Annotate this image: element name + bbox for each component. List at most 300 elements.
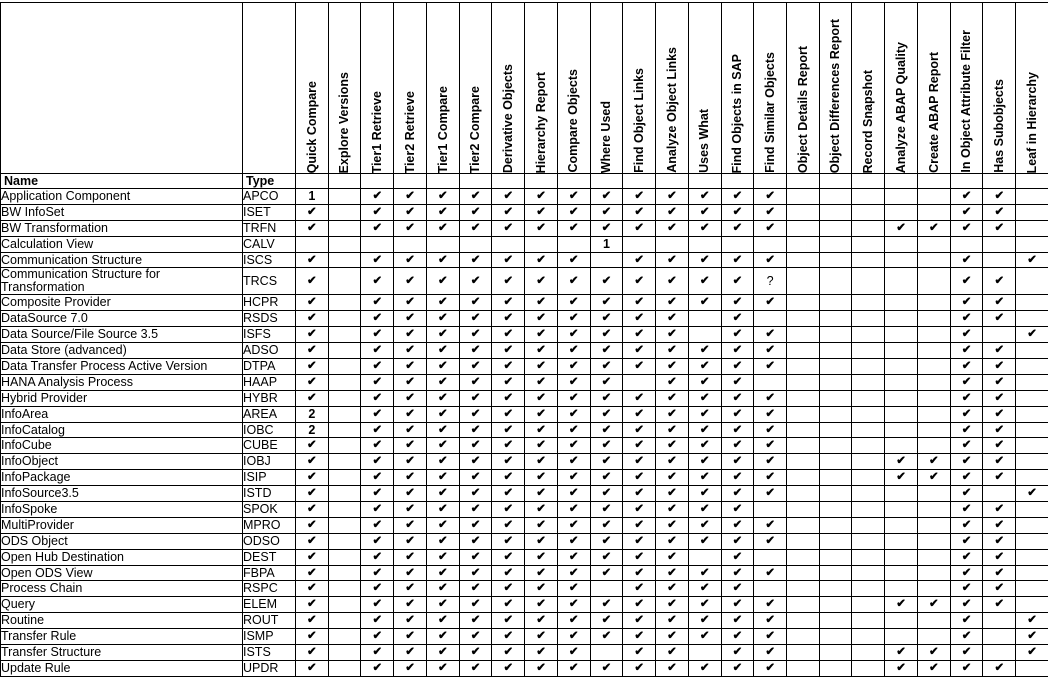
check-icon: ✔ <box>525 438 558 454</box>
empty-cell <box>328 517 361 533</box>
header-row-empty-cell <box>328 174 361 189</box>
column-header-label: Tier1 Retrieve <box>370 90 385 173</box>
feature-matrix-table <box>0 2 1048 677</box>
header-row-empty-cell <box>787 174 820 189</box>
check-icon: ✔ <box>590 597 623 613</box>
column-header-label: Uses What <box>697 109 712 173</box>
check-icon: ✔ <box>492 406 525 422</box>
check-icon: ✔ <box>394 645 427 661</box>
check-icon: ✔ <box>361 549 394 565</box>
check-icon: ✔ <box>656 581 689 597</box>
empty-cell <box>885 422 918 438</box>
check-icon: ✔ <box>688 252 721 268</box>
empty-cell <box>590 252 623 268</box>
empty-cell <box>917 438 950 454</box>
check-icon: ✔ <box>623 645 656 661</box>
check-icon: ✔ <box>623 502 656 518</box>
check-icon: ✔ <box>525 454 558 470</box>
check-icon: ✔ <box>361 189 394 205</box>
check-icon: ✔ <box>983 565 1016 581</box>
check-icon: ✔ <box>525 645 558 661</box>
check-icon: ✔ <box>754 629 787 645</box>
empty-cell <box>885 533 918 549</box>
table-row <box>1 422 1048 438</box>
check-icon: ✔ <box>525 390 558 406</box>
check-icon: ✔ <box>426 438 459 454</box>
check-icon: ✔ <box>917 470 950 486</box>
table-row <box>1 517 1048 533</box>
check-icon: ✔ <box>590 454 623 470</box>
check-icon: ✔ <box>361 422 394 438</box>
empty-cell <box>852 236 885 252</box>
check-icon: ✔ <box>656 220 689 236</box>
count-cell: 1 <box>590 236 623 252</box>
empty-cell <box>885 581 918 597</box>
check-icon: ✔ <box>590 343 623 359</box>
empty-cell <box>787 470 820 486</box>
empty-cell <box>852 343 885 359</box>
empty-cell <box>787 390 820 406</box>
empty-cell <box>852 549 885 565</box>
check-icon: ✔ <box>459 454 492 470</box>
check-icon: ✔ <box>754 220 787 236</box>
check-icon: ✔ <box>557 549 590 565</box>
check-icon: ✔ <box>492 597 525 613</box>
empty-cell <box>688 311 721 327</box>
empty-cell <box>1016 660 1048 676</box>
check-icon: ✔ <box>426 311 459 327</box>
empty-cell <box>1016 236 1048 252</box>
header-row-empty-cell <box>819 174 852 189</box>
check-icon: ✔ <box>394 189 427 205</box>
check-icon: ✔ <box>557 189 590 205</box>
check-icon: ✔ <box>688 517 721 533</box>
check-icon: ✔ <box>394 438 427 454</box>
header-row-empty-cell <box>459 174 492 189</box>
check-icon: ✔ <box>361 311 394 327</box>
empty-cell <box>852 581 885 597</box>
check-icon: ✔ <box>917 660 950 676</box>
table-row <box>1 204 1048 220</box>
empty-cell <box>852 454 885 470</box>
check-icon: ✔ <box>623 486 656 502</box>
empty-cell <box>328 343 361 359</box>
object-name: Update Rule <box>1 660 243 676</box>
check-icon: ✔ <box>885 645 918 661</box>
check-icon: ✔ <box>557 660 590 676</box>
check-icon: ✔ <box>459 268 492 295</box>
table-row <box>1 327 1048 343</box>
check-icon: ✔ <box>459 565 492 581</box>
empty-cell <box>787 549 820 565</box>
check-icon: ✔ <box>623 295 656 311</box>
check-icon: ✔ <box>459 189 492 205</box>
empty-cell <box>852 252 885 268</box>
object-name: InfoArea <box>1 406 243 422</box>
object-name: Communication Structure <box>1 252 243 268</box>
check-icon: ✔ <box>426 204 459 220</box>
empty-cell <box>328 204 361 220</box>
object-type-code: HYBR <box>243 390 296 406</box>
check-icon: ✔ <box>688 268 721 295</box>
object-type-code: ROUT <box>243 613 296 629</box>
column-header <box>492 3 525 174</box>
check-icon: ✔ <box>459 374 492 390</box>
check-icon: ✔ <box>525 220 558 236</box>
check-icon: ✔ <box>296 660 329 676</box>
column-header-label: Analyze Object Links <box>664 47 679 173</box>
empty-cell <box>852 629 885 645</box>
check-icon: ✔ <box>361 597 394 613</box>
table-row <box>1 581 1048 597</box>
check-icon: ✔ <box>557 406 590 422</box>
check-icon: ✔ <box>721 189 754 205</box>
check-icon: ✔ <box>361 502 394 518</box>
check-icon: ✔ <box>525 581 558 597</box>
check-icon: ✔ <box>623 359 656 375</box>
column-header <box>819 3 852 174</box>
empty-cell <box>361 236 394 252</box>
empty-cell <box>885 295 918 311</box>
check-icon: ✔ <box>296 295 329 311</box>
check-icon: ✔ <box>688 486 721 502</box>
check-icon: ✔ <box>426 581 459 597</box>
check-icon: ✔ <box>950 311 983 327</box>
check-icon: ✔ <box>950 629 983 645</box>
check-icon: ✔ <box>492 629 525 645</box>
check-icon: ✔ <box>492 613 525 629</box>
empty-cell <box>1016 189 1048 205</box>
empty-cell <box>1016 502 1048 518</box>
empty-cell <box>328 311 361 327</box>
check-icon: ✔ <box>361 629 394 645</box>
check-icon: ✔ <box>492 470 525 486</box>
object-name: Process Chain <box>1 581 243 597</box>
check-icon: ✔ <box>885 660 918 676</box>
check-icon: ✔ <box>1016 645 1048 661</box>
empty-cell <box>852 565 885 581</box>
empty-cell <box>787 613 820 629</box>
check-icon: ✔ <box>623 533 656 549</box>
check-icon: ✔ <box>623 549 656 565</box>
check-icon: ✔ <box>459 629 492 645</box>
check-icon: ✔ <box>623 629 656 645</box>
check-icon: ✔ <box>688 533 721 549</box>
check-icon: ✔ <box>950 486 983 502</box>
check-icon: ✔ <box>492 189 525 205</box>
check-icon: ✔ <box>361 486 394 502</box>
check-icon: ✔ <box>754 645 787 661</box>
check-icon: ✔ <box>656 597 689 613</box>
check-icon: ✔ <box>525 406 558 422</box>
check-icon: ✔ <box>885 597 918 613</box>
check-icon: ✔ <box>296 645 329 661</box>
empty-cell <box>656 236 689 252</box>
empty-cell <box>557 236 590 252</box>
empty-cell <box>492 236 525 252</box>
object-name: Transfer Structure <box>1 645 243 661</box>
check-icon: ✔ <box>983 374 1016 390</box>
empty-cell <box>328 252 361 268</box>
empty-cell <box>787 454 820 470</box>
empty-cell <box>787 204 820 220</box>
object-name: InfoSource3.5 <box>1 486 243 502</box>
check-icon: ✔ <box>296 268 329 295</box>
empty-cell <box>852 660 885 676</box>
check-icon: ✔ <box>525 517 558 533</box>
check-icon: ✔ <box>394 454 427 470</box>
empty-cell <box>819 597 852 613</box>
check-icon: ✔ <box>557 220 590 236</box>
check-icon: ✔ <box>426 422 459 438</box>
object-name: DataSource 7.0 <box>1 311 243 327</box>
check-icon: ✔ <box>590 502 623 518</box>
check-icon: ✔ <box>950 374 983 390</box>
object-type-code: CUBE <box>243 438 296 454</box>
empty-cell <box>917 581 950 597</box>
check-icon: ✔ <box>590 406 623 422</box>
check-icon: ✔ <box>623 581 656 597</box>
empty-cell <box>328 660 361 676</box>
empty-cell <box>328 581 361 597</box>
check-icon: ✔ <box>983 549 1016 565</box>
object-name: InfoPackage <box>1 470 243 486</box>
empty-cell <box>787 422 820 438</box>
check-icon: ✔ <box>525 327 558 343</box>
check-icon: ✔ <box>688 597 721 613</box>
header-row-empty-cell <box>688 174 721 189</box>
check-icon: ✔ <box>525 502 558 518</box>
check-icon: ✔ <box>394 502 427 518</box>
check-icon: ✔ <box>492 359 525 375</box>
check-icon: ✔ <box>656 517 689 533</box>
column-header <box>885 3 918 174</box>
check-icon: ✔ <box>426 645 459 661</box>
check-icon: ✔ <box>296 470 329 486</box>
empty-cell <box>787 268 820 295</box>
check-icon: ✔ <box>296 359 329 375</box>
check-icon: ✔ <box>688 422 721 438</box>
check-icon: ✔ <box>394 565 427 581</box>
check-icon: ✔ <box>688 359 721 375</box>
check-icon: ✔ <box>459 645 492 661</box>
empty-cell <box>885 549 918 565</box>
check-icon: ✔ <box>296 327 329 343</box>
check-icon: ✔ <box>459 517 492 533</box>
empty-cell <box>819 220 852 236</box>
empty-cell <box>787 629 820 645</box>
check-icon: ✔ <box>754 422 787 438</box>
empty-cell <box>787 406 820 422</box>
empty-cell <box>1016 454 1048 470</box>
check-icon: ✔ <box>590 220 623 236</box>
check-icon: ✔ <box>492 327 525 343</box>
check-icon: ✔ <box>688 374 721 390</box>
check-icon: ✔ <box>754 597 787 613</box>
check-icon: ✔ <box>525 470 558 486</box>
check-icon: ✔ <box>950 220 983 236</box>
check-icon: ✔ <box>917 597 950 613</box>
column-header-label: Object Details Report <box>795 45 810 173</box>
object-name: HANA Analysis Process <box>1 374 243 390</box>
empty-cell <box>885 204 918 220</box>
check-icon: ✔ <box>721 565 754 581</box>
check-icon: ✔ <box>688 295 721 311</box>
object-name: MultiProvider <box>1 517 243 533</box>
check-icon: ✔ <box>426 268 459 295</box>
empty-cell <box>852 470 885 486</box>
check-icon: ✔ <box>361 327 394 343</box>
check-icon: ✔ <box>361 374 394 390</box>
empty-cell <box>754 374 787 390</box>
empty-cell <box>917 343 950 359</box>
empty-cell <box>1016 470 1048 486</box>
check-icon: ✔ <box>754 613 787 629</box>
empty-cell <box>983 629 1016 645</box>
empty-cell <box>917 629 950 645</box>
empty-cell <box>787 311 820 327</box>
empty-cell <box>819 486 852 502</box>
empty-cell <box>328 454 361 470</box>
check-icon: ✔ <box>721 470 754 486</box>
check-icon: ✔ <box>688 502 721 518</box>
check-icon: ✔ <box>688 629 721 645</box>
check-icon: ✔ <box>1016 613 1048 629</box>
column-header-label: Find Object Links <box>631 68 646 173</box>
check-icon: ✔ <box>557 268 590 295</box>
check-icon: ✔ <box>688 470 721 486</box>
check-icon: ✔ <box>459 486 492 502</box>
object-type-code: UPDR <box>243 660 296 676</box>
header-row-empty-cell <box>885 174 918 189</box>
check-icon: ✔ <box>525 613 558 629</box>
check-icon: ✔ <box>557 454 590 470</box>
check-icon: ✔ <box>426 533 459 549</box>
empty-cell <box>917 406 950 422</box>
check-icon: ✔ <box>394 343 427 359</box>
check-icon: ✔ <box>361 581 394 597</box>
check-icon: ✔ <box>557 502 590 518</box>
check-icon: ✔ <box>754 327 787 343</box>
column-header <box>656 3 689 174</box>
table-row <box>1 502 1048 518</box>
check-icon: ✔ <box>721 252 754 268</box>
check-icon: ✔ <box>623 189 656 205</box>
empty-cell <box>328 359 361 375</box>
object-name: Routine <box>1 613 243 629</box>
check-icon: ✔ <box>721 220 754 236</box>
header-row-empty-cell <box>557 174 590 189</box>
empty-cell <box>328 486 361 502</box>
header-row-empty-cell <box>296 174 329 189</box>
check-icon: ✔ <box>557 517 590 533</box>
empty-cell <box>787 486 820 502</box>
empty-cell <box>917 374 950 390</box>
check-icon: ✔ <box>983 204 1016 220</box>
check-icon: ✔ <box>557 581 590 597</box>
empty-cell <box>852 502 885 518</box>
empty-cell <box>819 374 852 390</box>
empty-cell <box>819 295 852 311</box>
check-icon: ✔ <box>754 660 787 676</box>
empty-cell <box>426 236 459 252</box>
check-icon: ✔ <box>525 295 558 311</box>
check-icon: ✔ <box>1016 252 1048 268</box>
object-name: Calculation View <box>1 236 243 252</box>
check-icon: ✔ <box>983 470 1016 486</box>
object-name: Communication Structure for Transformation <box>1 268 243 295</box>
check-icon: ✔ <box>721 390 754 406</box>
empty-cell <box>885 406 918 422</box>
empty-cell <box>885 236 918 252</box>
object-type-code: ISET <box>243 204 296 220</box>
check-icon: ✔ <box>590 629 623 645</box>
column-header-label: Analyze ABAP Quality <box>893 41 908 173</box>
header-row-empty-cell <box>983 174 1016 189</box>
check-icon: ✔ <box>361 295 394 311</box>
empty-cell <box>983 252 1016 268</box>
object-type-code: APCO <box>243 189 296 205</box>
empty-cell <box>787 295 820 311</box>
object-name: InfoSpoke <box>1 502 243 518</box>
empty-cell <box>885 311 918 327</box>
empty-cell <box>328 374 361 390</box>
header-row-empty-cell <box>426 174 459 189</box>
check-icon: ✔ <box>394 517 427 533</box>
check-icon: ✔ <box>721 359 754 375</box>
table-row <box>1 597 1048 613</box>
check-icon: ✔ <box>394 268 427 295</box>
check-icon: ✔ <box>754 486 787 502</box>
object-type-code: ISMP <box>243 629 296 645</box>
check-icon: ✔ <box>557 645 590 661</box>
check-icon: ✔ <box>656 486 689 502</box>
check-icon: ✔ <box>296 517 329 533</box>
column-header <box>525 3 558 174</box>
check-icon: ✔ <box>721 517 754 533</box>
check-icon: ✔ <box>525 629 558 645</box>
column-header-label: Quick Compare <box>304 80 319 173</box>
empty-cell <box>525 236 558 252</box>
check-icon: ✔ <box>296 597 329 613</box>
empty-cell <box>852 422 885 438</box>
check-icon: ✔ <box>426 374 459 390</box>
check-icon: ✔ <box>492 549 525 565</box>
empty-cell <box>917 613 950 629</box>
check-icon: ✔ <box>525 311 558 327</box>
check-icon: ✔ <box>623 204 656 220</box>
column-header <box>721 3 754 174</box>
empty-cell <box>885 359 918 375</box>
type-column-header-spacer <box>243 3 296 174</box>
check-icon: ✔ <box>492 454 525 470</box>
check-icon: ✔ <box>296 549 329 565</box>
header-row-empty-cell <box>623 174 656 189</box>
table-row <box>1 549 1048 565</box>
check-icon: ✔ <box>492 502 525 518</box>
object-type-code: RSPC <box>243 581 296 597</box>
empty-cell <box>852 406 885 422</box>
empty-cell <box>819 517 852 533</box>
object-name: InfoCube <box>1 438 243 454</box>
check-icon: ✔ <box>492 295 525 311</box>
check-icon: ✔ <box>459 502 492 518</box>
check-icon: ✔ <box>590 374 623 390</box>
object-name: Data Store (advanced) <box>1 343 243 359</box>
empty-cell <box>787 343 820 359</box>
check-icon: ✔ <box>296 502 329 518</box>
empty-cell <box>885 517 918 533</box>
